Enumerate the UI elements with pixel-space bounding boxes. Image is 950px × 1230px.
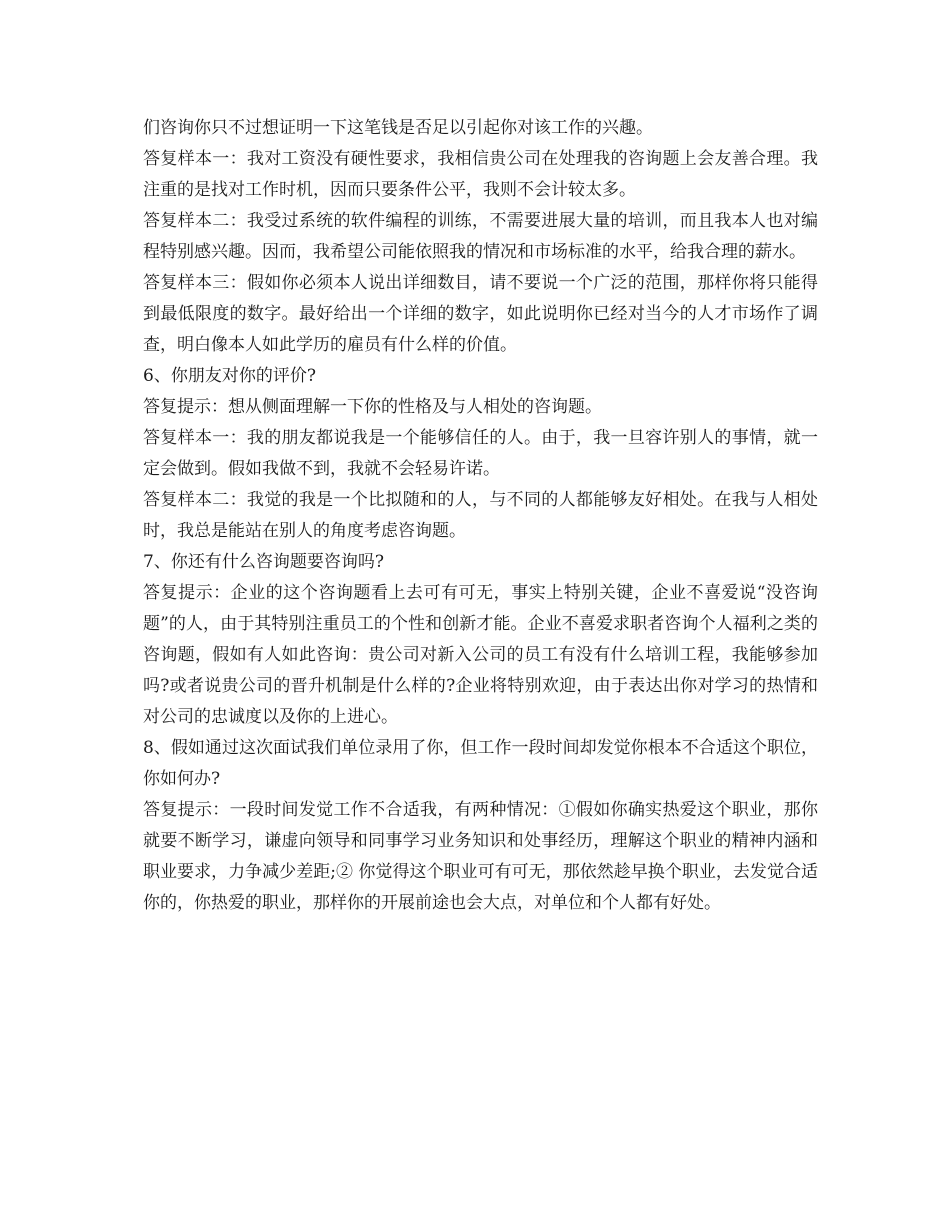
question-8-hint: 答复提示：一段时间发觉工作不合适我，有两种情况：①假如你确实热爱这个职业，那你就要不断学习，谦虚向领导和同事学习业务知识和处事经历，理解这个职业的精神内涵和职业要求，力争减少差距;② 你觉得这个职业可有可无，那依然趁早换个职业，去发觉合适你的，你热爱的职业，那样你的开展前途也会大点，对单位和个人都有好处。 [143,800,818,913]
paragraph-salary-sample-2: 答复样本二：我受过系统的软件编程的训练，不需要进展大量的培训，而且我本人也对编程特别感兴趣。因而，我希望公司能依照我的情况和市场标准的水平，给我合理的薪水。 [143,211,818,262]
question-7-hint: 答复提示：企业的这个咨询题看上去可有可无，事实上特别关键，企业不喜爱说“没咨询题”的人，由于其特别注重员工的个性和创新才能。企业不喜爱求职者咨询个人福利之类的咨询题，假如有人如此咨询：贵公司对新入公司的员工有没有什么培训工程，我能够参加吗?或者说贵公司的晋升机制是什么样的?企业将特别欢迎，由于表达出你对学习的热情和对公司的忠诚度以及你的上进心。 [143,583,818,727]
question-6-sample-2: 答复样本二：我觉的我是一个比拟随和的人，与不同的人都能够友好相处。在我与人相处时，我总是能站在别人的角度考虑咨询题。 [143,490,818,541]
paragraph-salary-sample-3: 答复样本三：假如你必须本人说出详细数目，请不要说一个广泛的范围，那样你将只能得到最低限度的数字。最好给出一个详细的数字，如此说明你已经对当今的人才市场作了调查，明白像本人如此学历的雇员有什么样的价值。 [143,273,818,355]
question-6-sample-1: 答复样本一：我的朋友都说我是一个能够信任的人。由于，我一旦容许别人的事情，就一定会做到。假如我做不到，我就不会轻易许诺。 [143,428,818,479]
question-8-heading: 8、假如通过这次面试我们单位录用了你，但工作一段时间却发觉你根本不合适这个职位，你如何办? [143,738,818,789]
paragraph-salary-intro: 们咨询你只不过想证明一下这笔钱是否足以引起你对该工作的兴趣。 [143,118,653,138]
question-6-heading: 6、你朋友对你的评价? [143,366,316,386]
paragraph-salary-sample-1: 答复样本一：我对工资没有硬性要求，我相信贵公司在处理我的咨询题上会友善合理。我注重的是找对工作时机，因而只要条件公平，我则不会计较太多。 [143,149,818,200]
question-6-hint: 答复提示：想从侧面理解一下你的性格及与人相处的咨询题。 [143,397,602,417]
question-7-heading: 7、你还有什么咨询题要咨询吗? [143,552,384,572]
document-body [143,113,818,919]
